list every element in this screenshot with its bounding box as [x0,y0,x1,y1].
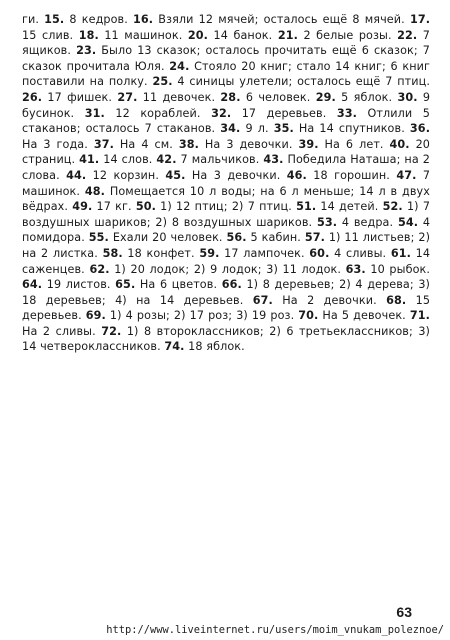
answer-number: 30. [397,90,418,104]
answer-text: 14 слов. [103,153,153,167]
answer-number: 29. [315,90,336,104]
answer-text: 1) 8 деревьев; 2) 4 дерева; 3) 18 деревьев; 4) на 14 деревьев. [22,278,431,307]
answer-text: 7 машинок. [22,168,431,198]
answer-text: 12 корзин. [92,168,159,182]
answer-text: Было 13 сказок; осталось прочитать ещё 6 сказок; 7 сказок прочитала Юля. [22,44,431,73]
answer-text: 1) 11 листьев; 2) на 2 листка. [22,231,431,260]
answer-number: 67. [252,293,273,307]
answer-number: 36. [409,122,431,136]
answer-number: 35. [273,122,294,136]
answer-text: 11 девочек. [142,90,216,104]
answer-item [199,247,304,260]
answer-item [66,169,159,182]
answer-item [179,138,293,151]
answer-number: 60. [309,246,330,260]
answer-number: 47. [396,168,417,182]
answer-text: На 2 сливы. [22,324,96,338]
answer-number: 15. [44,13,65,26]
answer-item [94,138,173,151]
answer-text: Отлили 5 стаканов; осталось 7 стаканов. [22,106,431,136]
answer-number: 58. [102,246,123,260]
answer-text: 20 страниц. [22,137,431,167]
answer-number: 26. [22,90,43,104]
answer-text: 4 ведра. [341,215,394,229]
answer-number: 72. [101,324,122,338]
answer-item [72,200,131,213]
answer-text: На 2 девочки. [282,293,377,307]
answer-text: 8 кедров. [69,13,128,26]
answer-item [287,169,390,182]
answer-text: 9 бусинок. [22,90,431,120]
answer-item [79,153,152,166]
answer-item [22,91,112,104]
answer-text: Ехали 20 человек. [112,231,223,245]
answer-item [253,294,377,307]
answer-item [136,200,292,213]
answer-text: 15 деревьев. [22,293,431,323]
answer-number: 43. [263,153,284,167]
answer-number: 71. [409,309,430,323]
answer-number: 24. [169,59,190,73]
answer-item [296,200,378,213]
answer-number: 66. [221,278,242,292]
answer-text: 15 слив. [22,28,74,42]
answer-item [103,247,195,260]
answer-number: 62. [89,262,110,276]
answer-number: 65. [115,278,136,292]
answer-item [115,278,217,291]
answer-number: 45. [165,168,186,182]
answer-text: 7 мальчиков. [180,153,260,167]
answer-number: 44. [66,168,87,182]
answer-item [298,138,383,151]
answer-number: 18. [78,28,99,42]
answer-number: 46. [286,168,307,182]
answer-number: 48. [84,184,106,198]
answer-number: 42. [156,153,177,167]
answer-item [274,122,405,135]
answer-number: 31. [84,106,105,120]
answer-item [278,29,392,42]
answer-text: 1) 8 второклассников; 2) 6 третьеклассников; 3) 14 четвероклассников. [22,324,431,354]
answer-number: 53. [316,215,338,229]
answer-text: На 3 девочки. [191,168,281,182]
answer-number: 39. [298,137,319,151]
answer-number: 68. [386,293,407,307]
answer-text: 12 кораблей. [115,106,201,120]
answer-number: 74. [164,340,185,354]
answer-number: 28. [220,90,241,104]
answer-text: 9 л. [245,122,269,136]
answer-text: 1) 20 лодок; 2) 9 лодок; 3) 11 лодок. [114,262,342,276]
answer-number: 21. [277,28,298,42]
answer-text: 17 кг. [96,200,132,214]
answer-item [211,107,326,120]
answer-item [227,231,301,244]
answer-item [220,122,268,135]
answer-number: 59. [199,246,220,260]
answer-text: На 5 девочек. [322,309,406,323]
answer-item [156,153,259,166]
answer-number: 63. [345,262,366,276]
answer-item [309,247,386,260]
answer-number: 16. [133,13,154,26]
answer-text: 6 человек. [245,90,311,104]
answer-item [316,91,392,104]
answer-item [165,169,280,182]
answer-number: 25. [152,75,173,89]
answer-text: 14 детей. [320,200,379,214]
answer-text: Взяли 12 мячей; осталось ещё 8 мячей. [158,13,405,26]
answer-text: 1) 12 птиц; 2) 7 птиц. [160,200,292,214]
answer-text: 7 ящиков. [22,28,431,58]
answer-item [220,91,310,104]
answer-text: 1) 7 воздушных шариков; 2) 8 воздушных шариков. [22,200,431,229]
answer-text: 18 яблок. [188,340,245,354]
answer-text: Стояло 20 книг; стало 14 книг; 6 книг поставили на полку. [22,59,431,89]
answer-item [346,263,430,276]
source-url-watermark: http://www.liveinternet.ru/users/moim_vnukam_poleznoe/ [106,624,444,636]
answer-item [79,29,183,42]
answer-text: 11 машинок. [104,28,183,42]
answer-text: 17 лампочек. [224,246,305,260]
answer-text: На 6 цветов. [139,278,218,292]
answer-number: 55. [88,231,109,245]
answer-text: 1) 4 розы; 2) 17 роз; 3) 19 роз. [109,309,295,323]
answer-item [89,231,223,244]
answer-text: Помещается 10 л воды; на 6 л меньше; 14 л в двух вёдрах. [22,184,430,214]
answer-text: 19 листов. [46,278,111,292]
answer-item [86,309,294,322]
answer-number: 27. [117,90,138,104]
answer-number: 57. [304,231,325,245]
answer-item [298,309,406,322]
answer-text: 17 деревьев. [241,106,327,120]
page-number: 63 [396,604,412,620]
answer-number: 41. [79,153,100,167]
answer-number: 61. [390,246,411,260]
lead-text: ги. [22,13,40,26]
answer-text: На 6 лет. [324,137,384,151]
answer-number: 22. [397,28,418,42]
answer-item [117,91,215,104]
answer-text: 2 белые розы. [303,28,392,42]
answer-text: Победила Наташа; на 2 слова. [22,153,430,182]
answer-number: 64. [22,278,43,292]
answer-number: 50. [135,200,156,214]
answer-item [89,263,341,276]
answer-item [188,29,272,42]
answer-text: 14 банок. [213,28,273,42]
answer-number: 38. [178,137,199,151]
answer-text: На 3 девочки. [204,137,293,151]
answer-item [133,13,405,26]
answer-text: 4 помидора. [22,215,431,245]
answer-number: 17. [409,13,431,26]
answers-text-block [22,12,430,355]
answer-number: 56. [226,231,247,245]
answer-text: 4 сливы. [334,246,387,260]
answer-item [85,107,201,120]
answer-number: 33. [336,106,358,120]
answer-number: 37. [93,137,114,151]
answer-item [44,13,128,26]
answer-text: 14 саженцев. [22,246,431,276]
answer-item [317,216,393,229]
answer-number: 20. [187,28,208,42]
answer-number: 34. [220,122,241,136]
answer-number: 23. [76,44,97,58]
answer-text: 18 конфет. [127,246,195,260]
answer-item [152,75,430,88]
answer-number: 54. [397,215,419,229]
answer-number: 49. [72,200,93,214]
answer-item [22,278,111,291]
answer-number: 70. [298,309,319,323]
answer-text: 10 рыбок. [370,262,431,276]
answer-number: 40. [389,137,410,151]
answer-number: 51. [296,200,317,214]
answer-text: 5 яблок. [341,90,393,104]
answer-text: 5 кабин. [250,231,301,245]
answer-item [164,340,244,353]
answer-text: На 14 спутников. [298,122,405,136]
answer-number: 69. [85,309,106,323]
answer-number: 32. [211,106,232,120]
answer-text: На 4 см. [119,137,173,151]
answer-text: 17 фишек. [47,90,113,104]
answer-text: 4 синицы улетели; осталось ещё 7 птиц. [177,75,430,89]
answer-text: На 3 года. [22,137,88,151]
answer-number: 52. [382,200,403,214]
answer-text: 18 горошин. [313,168,390,182]
